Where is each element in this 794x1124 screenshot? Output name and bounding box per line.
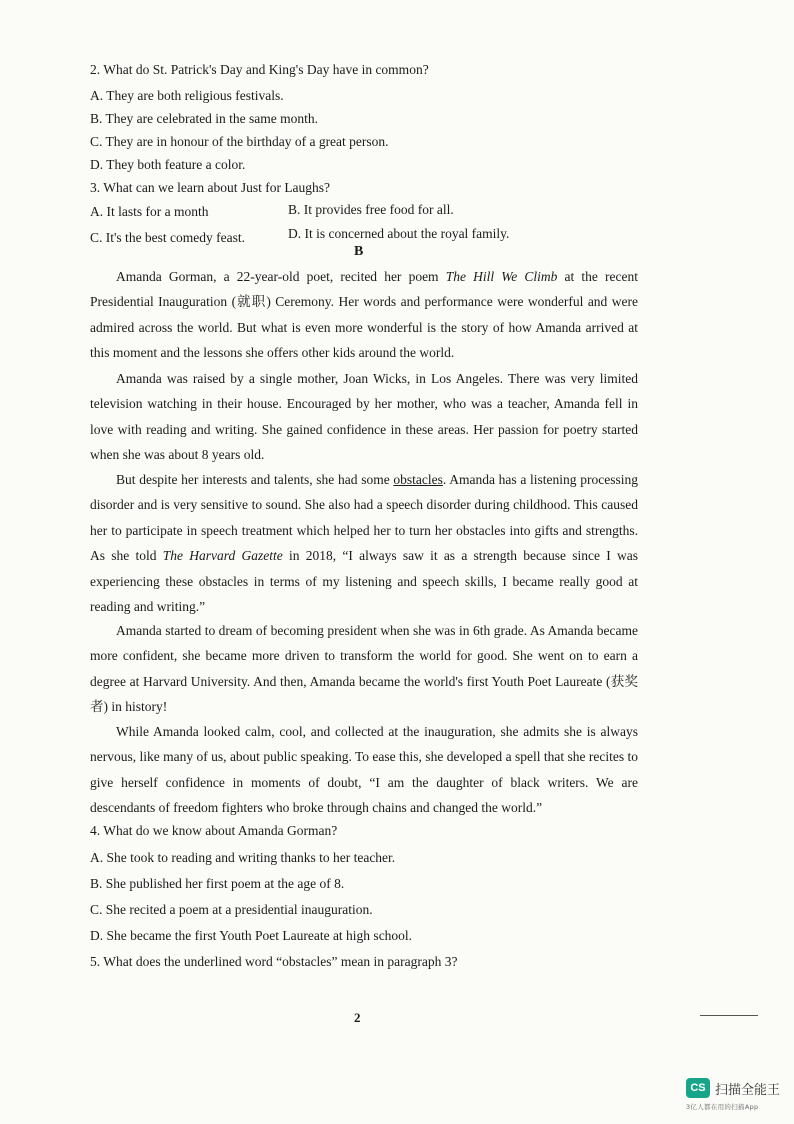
source-title: The Harvard Gazette <box>162 548 283 564</box>
question-3-option-c: C. It's the best comedy feast. <box>90 230 246 245</box>
question-2-option-c: C. They are in honour of the birthday of a great person. <box>90 134 389 149</box>
question-3-stem: 3. What can we learn about Just for Laughs? <box>90 180 331 195</box>
paragraph-4: Amanda started to dream of becoming president when she was in 6th grade. As Amanda became more confident, she became more driven to transform the world for good. She went on to earn a degree at Harvard University. And then, Amanda became the world's first Youth Poet Laureate (获奖者) in history! <box>90 623 638 715</box>
question-4-option-d: D. She became the first Youth Poet Laureate at high school. <box>90 928 413 943</box>
question-2-option-d: D. They both feature a color. <box>90 157 246 172</box>
camscanner-logo-icon: CS <box>686 1078 710 1098</box>
page-number: 2 <box>354 1010 361 1025</box>
section-label: B <box>354 244 364 259</box>
question-5-stem: 5. What does the underlined word “obstacles” mean in paragraph 3? <box>90 954 458 969</box>
watermark-name: 扫描全能王 <box>715 1082 781 1098</box>
scanner-watermark <box>686 1078 780 1098</box>
paragraph-1: Amanda Gorman, a 22-year-old poet, recited her poem The Hill We Climb at the recent Presidential Inauguration (就职) Ceremony. Her words and performance were wonderful and were admired across the world. But what is even more wonderful is the story of how Amanda arrived at this moment and the lessons she offers other kids around the world. <box>90 269 638 361</box>
paragraph-2: Amanda was raised by a single mother, Joan Wicks, in Los Angeles. There was very limited television watching in their house. Encouraged by her mother, who was a teacher, Amanda fell in love with reading and writing. She gained confidence in these areas. Her passion for poetry started when she was about 8 years old. <box>90 371 638 463</box>
question-4-option-a: A. She took to reading and writing thanks to her teacher. <box>90 850 396 865</box>
question-2-option-a: A. They are both religious festivals. <box>90 88 284 103</box>
question-4-option-c: C. She recited a poem at a presidential inauguration. <box>90 902 373 917</box>
watermark-subtitle: 3亿人都在用的扫描App <box>686 1103 759 1111</box>
paragraph-3: But despite her interests and talents, she had some obstacles. Amanda has a listening processing disorder and is very sensitive to sound. She also had a speech disorder during childhood. This caused her to participate in speech treatment which helped her to turn her obstacles into gifts and strengths. As she told The Harvard Gazette in 2018, “I always saw it as a strength because since I was experiencing these obstacles in terms of my listening and speech skills, I became really good at reading and writing.” <box>90 472 638 615</box>
question-3-option-a: A. It lasts for a month <box>90 204 209 219</box>
question-3-option-b: B. It provides free food for all. <box>288 202 454 217</box>
question-3-option-d: D. It is concerned about the royal family. <box>288 226 510 241</box>
poem-title: The Hill We Climb <box>445 269 558 284</box>
question-2-stem: 2. What do St. Patrick's Day and King's Day have in common? <box>90 62 429 77</box>
underlined-word: obstacles <box>393 472 443 487</box>
paragraph-5: While Amanda looked calm, cool, and collected at the inauguration, she admits she is always nervous, like many of us, about public speaking. To ease this, she developed a spell that she recites to give herself confidence in moments of doubt, “I am the daughter of black writers. We are descendants of freedom fighters who broke through chains and changed the world.” <box>90 724 638 816</box>
footer-rule <box>700 1015 758 1016</box>
question-4-option-b: B. She published her first poem at the age of 8. <box>90 876 345 891</box>
question-4-stem: 4. What do we know about Amanda Gorman? <box>90 823 338 838</box>
question-2-option-b: B. They are celebrated in the same month. <box>90 111 319 126</box>
